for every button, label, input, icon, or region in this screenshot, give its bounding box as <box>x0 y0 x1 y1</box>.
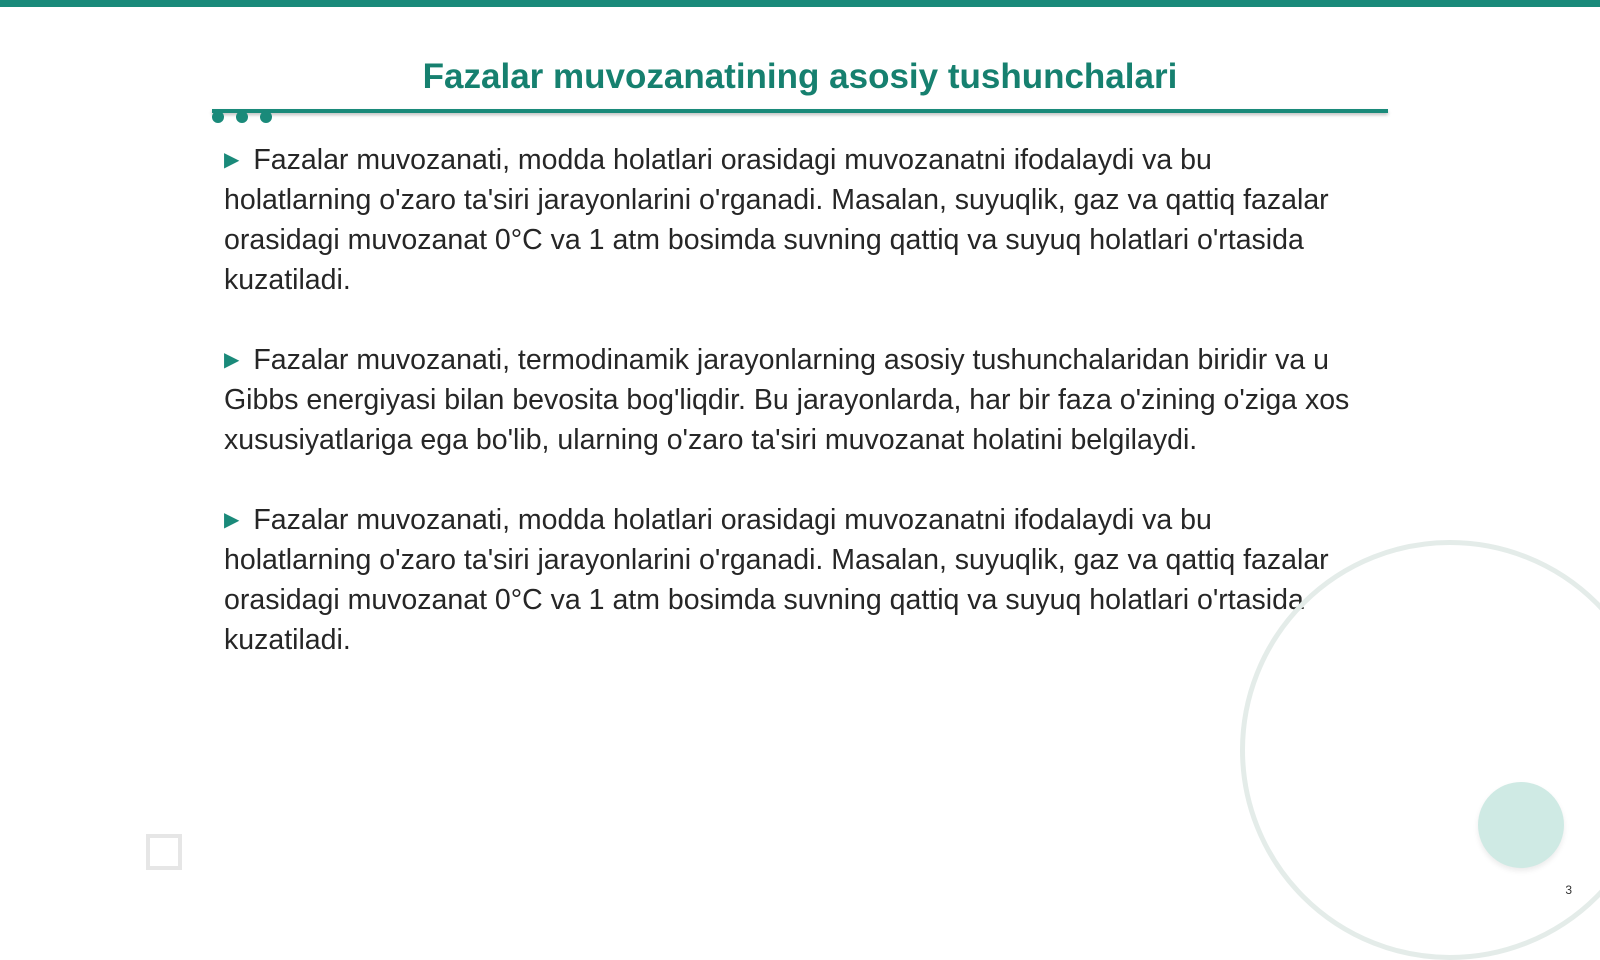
ornament-dot <box>212 111 224 123</box>
bullet-item <box>224 340 1354 460</box>
triangle-right-icon: ▶ <box>224 509 240 531</box>
bullet-text: Fazalar muvozanati, modda holatlari orasidagi muvozanatni ifodalaydi va bu holatlarning o'zaro ta'siri jarayonlarini o'rganadi. Masalan, suyuqlik, gaz va qattiq fazalar orasidagi muvozanat 0°C va 1 atm bosimda suvning qattiq va suyuq holatlari o'rtasida kuzatiladi. <box>224 144 1329 296</box>
bullet-list <box>224 140 1354 700</box>
ornament-dot <box>260 111 272 123</box>
page-number: 3 <box>1565 883 1572 897</box>
slide-title: Fazalar muvozanatining asosiy tushunchalari <box>422 57 1178 96</box>
bullet-text: Fazalar muvozanati, termodinamik jarayonlarning asosiy tushunchalaridan biridir va u Gibbs energiyasi bilan bevosita bog'liqdir. Bu jarayonlarda, har bir faza o'zining o'ziga xos xususiyatlariga ega bo'lib, ularning o'zaro ta'siri muvozanat holatini belgilaydi. <box>224 344 1350 456</box>
triangle-right-icon: ▶ <box>224 349 240 371</box>
dots-ornament-icon <box>212 111 282 123</box>
decorative-square <box>146 834 182 870</box>
title-underline <box>212 109 1388 113</box>
triangle-right-icon: ▶ <box>224 149 240 171</box>
ornament-dot <box>236 111 248 123</box>
bullet-item <box>224 500 1354 660</box>
decorative-circle <box>1478 782 1564 868</box>
top-accent-bar <box>0 0 1600 7</box>
bullet-text: Fazalar muvozanati, modda holatlari orasidagi muvozanatni ifodalaydi va bu holatlarning o'zaro ta'siri jarayonlarini o'rganadi. Masalan, suyuqlik, gaz va qattiq fazalar orasidagi muvozanat 0°C va 1 atm bosimda suvning qattiq va suyuq holatlari o'rtasida kuzatiladi. <box>224 504 1329 656</box>
bullet-item <box>224 140 1354 300</box>
